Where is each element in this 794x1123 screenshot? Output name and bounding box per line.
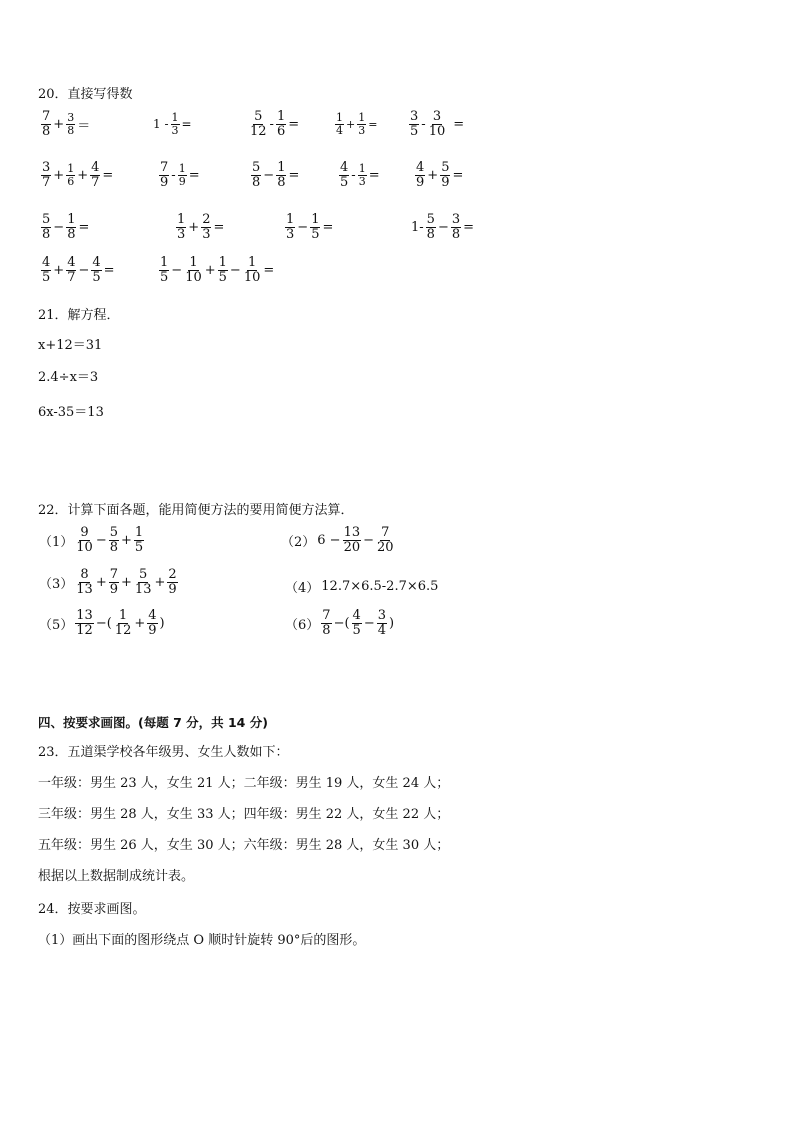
math-token: + xyxy=(204,262,216,278)
numerator: 7 xyxy=(109,567,119,582)
fraction xyxy=(249,110,268,138)
numerator: 5 xyxy=(139,567,148,582)
fraction xyxy=(114,609,133,637)
math-token: + xyxy=(346,117,356,131)
fraction xyxy=(451,213,461,241)
fraction xyxy=(285,213,295,241)
q22-title: 22．计算下面各题，能用简便方法的要用简便方法算． xyxy=(38,503,354,518)
denominator: 8 xyxy=(42,123,51,139)
denominator: 8 xyxy=(67,226,76,242)
math-token: − xyxy=(171,262,183,278)
math-token: = xyxy=(288,116,300,132)
fraction xyxy=(134,568,153,596)
denominator: 8 xyxy=(42,226,51,242)
fraction xyxy=(343,526,362,554)
math-token: − xyxy=(363,532,375,548)
fraction xyxy=(201,213,211,241)
math-token: = xyxy=(288,167,300,183)
q20-item-13 xyxy=(284,213,334,241)
denominator: 3 xyxy=(286,226,295,242)
denominator: 20 xyxy=(377,539,394,555)
math-token: - xyxy=(171,167,176,183)
math-token: （6） xyxy=(285,617,320,633)
fraction xyxy=(109,568,119,596)
math-token: − xyxy=(53,219,65,235)
numerator: 1 xyxy=(286,212,295,227)
math-token: = xyxy=(263,262,275,278)
numerator: 1 xyxy=(358,111,366,124)
numerator: 3 xyxy=(67,111,75,125)
numerator: 1 xyxy=(67,162,75,176)
denominator: 3 xyxy=(358,174,366,188)
numerator: 3 xyxy=(377,608,386,623)
numerator: 7 xyxy=(381,525,390,540)
fraction xyxy=(335,112,344,136)
denominator: 5 xyxy=(160,269,169,285)
math-token: （4） xyxy=(285,581,320,596)
denominator: 9 xyxy=(416,174,425,190)
fraction xyxy=(75,526,94,554)
fraction xyxy=(91,256,101,284)
numerator: 4 xyxy=(91,160,100,175)
numerator: 5 xyxy=(42,212,51,227)
fraction xyxy=(167,568,177,596)
denominator: 3 xyxy=(202,226,211,242)
q20-item-11 xyxy=(40,213,90,241)
q20-item-14 xyxy=(410,213,475,241)
denominator: 8 xyxy=(252,174,261,190)
denominator: 5 xyxy=(352,622,361,638)
numerator: 4 xyxy=(352,608,361,623)
math-token: + xyxy=(134,615,146,631)
math-token: = xyxy=(368,117,378,131)
math-token: + xyxy=(188,219,200,235)
math-token: − xyxy=(363,615,375,631)
q20-item-15 xyxy=(40,256,116,284)
fraction xyxy=(75,609,94,637)
fraction xyxy=(321,609,331,637)
fraction xyxy=(75,568,94,596)
math-token: = xyxy=(452,167,464,183)
numerator: 4 xyxy=(92,255,101,270)
fraction xyxy=(134,526,144,554)
math-token: + xyxy=(121,532,132,548)
numerator: 3 xyxy=(410,109,419,124)
denominator: 9 xyxy=(109,581,119,597)
denominator: 8 xyxy=(426,226,435,242)
numerator: 4 xyxy=(148,608,157,623)
fraction xyxy=(377,609,387,637)
q20-item-2 xyxy=(152,112,193,136)
q22-problem-6 xyxy=(284,609,395,637)
denominator: 9 xyxy=(160,174,169,190)
fraction xyxy=(357,112,366,136)
denominator: 6 xyxy=(276,123,286,139)
fraction xyxy=(376,526,395,554)
fraction xyxy=(176,213,186,241)
numerator: 1 xyxy=(118,608,128,623)
math-token: + xyxy=(53,116,65,132)
math-token: − xyxy=(229,262,241,278)
denominator: 5 xyxy=(218,269,227,285)
math-token: + xyxy=(77,167,89,183)
math-token: −( xyxy=(333,615,350,631)
math-token: + xyxy=(53,262,65,278)
q20-title: 20．直接写得数 xyxy=(38,87,133,102)
fraction xyxy=(66,112,75,136)
math-token: - xyxy=(421,116,426,132)
numerator: 5 xyxy=(109,525,119,540)
math-token: 6 − xyxy=(317,532,341,548)
fraction xyxy=(66,163,75,187)
fraction xyxy=(171,112,180,136)
numerator: 1 xyxy=(160,255,169,270)
math-token: = xyxy=(78,219,90,235)
q20-item-9 xyxy=(338,161,381,189)
fraction xyxy=(159,161,169,189)
math-token: − xyxy=(297,219,309,235)
math-token: ＝ xyxy=(77,118,91,134)
fraction xyxy=(41,161,51,189)
q21-title: 21．解方程． xyxy=(38,308,120,323)
denominator: 3 xyxy=(177,226,186,242)
numerator: 13 xyxy=(343,525,361,540)
fraction xyxy=(428,110,447,138)
denominator: 5 xyxy=(134,539,144,555)
denominator: 8 xyxy=(322,622,331,638)
fraction xyxy=(109,526,119,554)
math-token: + xyxy=(53,167,65,183)
math-token: + xyxy=(427,167,439,183)
math-token: （1） xyxy=(39,534,74,550)
q20-item-10 xyxy=(414,161,464,189)
q22-problem-5 xyxy=(38,609,166,637)
math-token: ) xyxy=(389,615,395,631)
numerator: 2 xyxy=(168,567,177,582)
q23-line-2: 三年级：男生 28 人，女生 33 人；四年级：男生 22 人，女生 22 人； xyxy=(38,807,450,822)
fraction xyxy=(66,256,76,284)
denominator: 5 xyxy=(311,226,320,242)
fraction xyxy=(339,161,349,189)
fraction xyxy=(276,161,286,189)
q21-equation-1: x+12＝31 xyxy=(38,338,103,353)
q24-subquestion-1: （1）画出下面的图形绕点 O 顺时针旋转 90°后的图形。 xyxy=(38,933,366,948)
q20-item-8 xyxy=(250,161,300,189)
fraction xyxy=(159,256,169,284)
fraction xyxy=(310,213,320,241)
numerator: 1 xyxy=(336,111,343,124)
q20-item-5 xyxy=(408,110,465,138)
denominator: 10 xyxy=(428,123,446,139)
math-token: = xyxy=(322,219,334,235)
math-token: 12.7×6.5-2.7×6.5 xyxy=(321,579,439,594)
denominator: 7 xyxy=(91,174,100,190)
numerator: 1 xyxy=(134,525,144,540)
math-token: −( xyxy=(95,615,112,631)
denominator: 9 xyxy=(178,174,186,188)
numerator: 1 xyxy=(277,160,286,175)
q22-problem-2 xyxy=(280,526,396,554)
numerator: 9 xyxy=(80,525,89,540)
q23-line-1: 一年级：男生 23 人，女生 21 人；二年级：男生 19 人，女生 24 人； xyxy=(38,776,450,791)
math-token: = xyxy=(213,219,225,235)
math-token: - xyxy=(269,116,274,132)
fraction xyxy=(218,256,228,284)
denominator: 8 xyxy=(109,539,119,555)
math-token: − xyxy=(95,532,107,548)
fraction xyxy=(66,213,76,241)
numerator: 1 xyxy=(67,212,76,227)
numerator: 5 xyxy=(441,160,450,175)
numerator: 1 xyxy=(177,212,186,227)
denominator: 10 xyxy=(76,539,93,555)
fraction xyxy=(276,110,286,138)
fraction xyxy=(426,213,436,241)
numerator: 1 xyxy=(247,255,257,270)
fraction xyxy=(41,256,51,284)
math-token: = xyxy=(463,219,475,235)
math-token: − xyxy=(437,219,449,235)
denominator: 20 xyxy=(343,539,361,555)
numerator: 5 xyxy=(426,212,435,227)
denominator: 10 xyxy=(243,269,261,285)
q21-equation-3: 6x-35＝13 xyxy=(38,405,104,420)
q20-item-16 xyxy=(158,256,275,284)
math-token: ) xyxy=(159,615,165,631)
denominator: 12 xyxy=(250,123,267,139)
denominator: 4 xyxy=(336,123,343,137)
numerator: 1 xyxy=(218,255,227,270)
numerator: 4 xyxy=(42,255,51,270)
numerator: 1 xyxy=(189,255,198,270)
q22-problem-1 xyxy=(38,526,145,554)
denominator: 4 xyxy=(377,622,386,638)
denominator: 12 xyxy=(76,622,93,638)
math-token: = xyxy=(453,116,465,132)
numerator: 1 xyxy=(178,162,186,176)
fraction xyxy=(352,609,362,637)
denominator: 5 xyxy=(92,269,101,285)
fraction xyxy=(147,609,157,637)
q20-item-4 xyxy=(334,112,378,136)
numerator: 8 xyxy=(80,567,89,582)
section-4-heading: 四、按要求画图。(每题 7 分，共 14 分) xyxy=(38,715,268,730)
math-token: - xyxy=(351,167,356,183)
math-token: + xyxy=(154,574,166,590)
denominator: 13 xyxy=(76,581,93,597)
numerator: 3 xyxy=(42,160,51,175)
denominator: 5 xyxy=(410,123,419,139)
q23-line-3: 五年级：男生 26 人，女生 30 人；六年级：男生 28 人，女生 30 人； xyxy=(38,838,450,853)
fraction xyxy=(251,161,261,189)
denominator: 5 xyxy=(42,269,51,285)
fraction xyxy=(41,213,51,241)
math-token: = xyxy=(368,167,380,183)
denominator: 8 xyxy=(451,226,461,242)
q20-item-3 xyxy=(248,110,300,138)
denominator: 6 xyxy=(67,174,75,188)
numerator: 5 xyxy=(252,160,261,175)
math-token: 1 - xyxy=(153,117,169,132)
math-token: （5） xyxy=(39,617,74,633)
denominator: 8 xyxy=(67,123,75,137)
math-token: = xyxy=(102,167,114,183)
denominator: 3 xyxy=(171,123,179,137)
numerator: 5 xyxy=(254,109,263,124)
denominator: 8 xyxy=(277,174,286,190)
fraction xyxy=(409,110,419,138)
q20-item-1 xyxy=(40,110,91,138)
math-token: = xyxy=(188,167,200,183)
denominator: 9 xyxy=(441,174,450,190)
numerator: 4 xyxy=(340,160,349,175)
fraction xyxy=(243,256,262,284)
math-token: − xyxy=(263,167,275,183)
math-token: （2） xyxy=(281,534,316,550)
fraction xyxy=(415,161,425,189)
q23-title: 23．五道渠学校各年级男、女生人数如下： xyxy=(38,745,289,760)
numerator: 7 xyxy=(322,608,331,623)
math-token: 1- xyxy=(411,219,424,235)
denominator: 9 xyxy=(148,622,157,638)
q21-equation-2: 2.4÷x＝3 xyxy=(38,370,99,385)
q20-item-7 xyxy=(158,161,201,189)
fraction xyxy=(41,110,51,138)
q23-line-4: 根据以上数据制成统计表。 xyxy=(38,869,195,884)
math-token: − xyxy=(78,262,90,278)
denominator: 12 xyxy=(114,622,132,638)
numerator: 1 xyxy=(311,212,320,227)
denominator: 13 xyxy=(134,581,152,597)
numerator: 1 xyxy=(358,162,366,176)
numerator: 4 xyxy=(67,255,76,270)
numerator: 4 xyxy=(416,160,425,175)
numerator: 1 xyxy=(171,111,179,124)
math-token: + xyxy=(121,574,132,590)
q22-problem-4 xyxy=(284,577,439,596)
math-token: + xyxy=(95,574,107,590)
denominator: 3 xyxy=(358,123,366,137)
q20-item-6 xyxy=(40,161,114,189)
fraction xyxy=(440,161,450,189)
fraction xyxy=(178,163,187,187)
denominator: 10 xyxy=(185,269,202,285)
denominator: 7 xyxy=(42,174,51,190)
numerator: 7 xyxy=(42,109,51,124)
math-token: （3） xyxy=(39,576,74,592)
denominator: 5 xyxy=(340,174,349,190)
fraction xyxy=(358,163,367,187)
denominator: 9 xyxy=(168,581,177,597)
q20-item-12 xyxy=(175,213,225,241)
numerator: 13 xyxy=(76,608,93,623)
fraction xyxy=(90,161,100,189)
numerator: 1 xyxy=(276,109,286,124)
numerator: 3 xyxy=(451,212,461,227)
math-token: = xyxy=(103,262,115,278)
numerator: 3 xyxy=(432,109,442,124)
fraction xyxy=(184,256,203,284)
denominator: 7 xyxy=(67,269,76,285)
numerator: 7 xyxy=(160,160,169,175)
numerator: 2 xyxy=(202,212,211,227)
math-token: = xyxy=(181,117,192,132)
q24-title: 24．按要求画图。 xyxy=(38,902,146,917)
q22-problem-3 xyxy=(38,568,179,596)
